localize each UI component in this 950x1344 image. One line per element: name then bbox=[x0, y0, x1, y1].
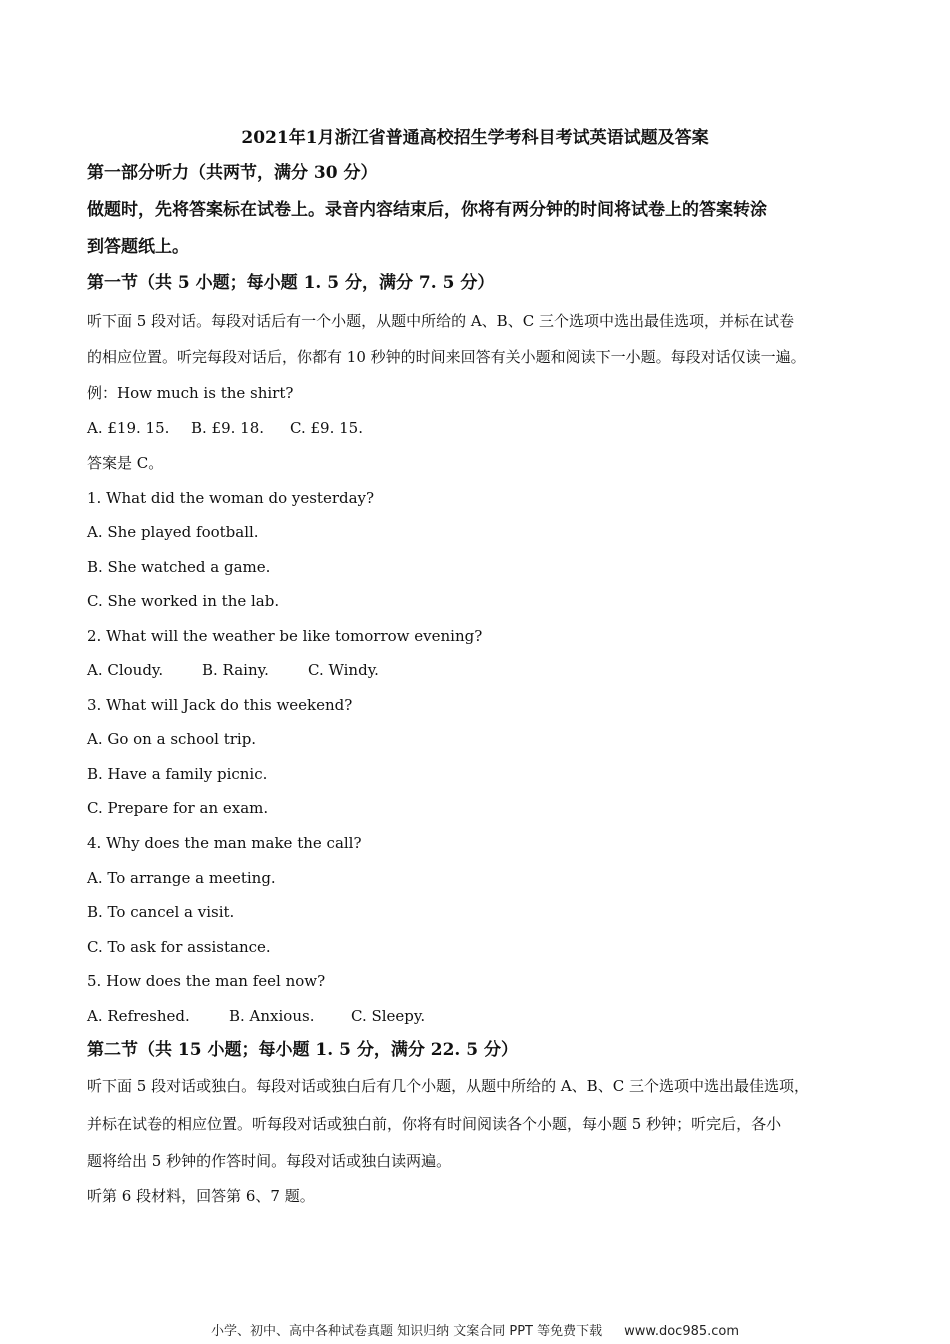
question-3: 3. What will Jack do this weekend? bbox=[87, 696, 353, 714]
section2-heading: 第二节（共 15 小题；每小题 1. 5 分，满分 22. 5 分） bbox=[87, 1040, 518, 1060]
question-2-option-c: C. Windy. bbox=[308, 661, 379, 679]
part1-heading: 第一部分听力（共两节，满分 30 分） bbox=[87, 163, 378, 183]
example-option-b: B. £9. 18. bbox=[191, 419, 265, 437]
question-5-option-a: A. Refreshed. bbox=[87, 1007, 190, 1025]
question-3-option-a: A. Go on a school trip. bbox=[87, 730, 257, 748]
section2-directions-line2: 并标在试卷的相应位置。听每段对话或独白前，你将有时间阅读各个小题，每小题 5 秒钟；听完后，各小 bbox=[87, 1115, 782, 1133]
footer-url-link[interactable]: www.doc985.com bbox=[624, 1324, 740, 1339]
example-option-a: A. £19. 15. bbox=[87, 419, 170, 437]
question-2-option-a: A. Cloudy. bbox=[87, 661, 164, 679]
page-footer bbox=[0, 1322, 950, 1342]
material-note: 听第 6 段材料，回答第 6、7 题。 bbox=[87, 1187, 315, 1205]
question-4-option-c: C. To ask for assistance. bbox=[87, 938, 271, 956]
question-2-options bbox=[87, 659, 379, 681]
question-2-option-b: B. Rainy. bbox=[202, 661, 269, 679]
section2-directions-line1: 听下面 5 段对话或独白。每段对话或独白后有几个小题，从题中所给的 A、B、C 三个选项中选出最佳选项， bbox=[87, 1077, 809, 1095]
question-4-option-b: B. To cancel a visit. bbox=[87, 903, 235, 921]
question-5-option-b: B. Anxious. bbox=[229, 1007, 315, 1025]
question-1-option-b: B. She watched a game. bbox=[87, 558, 271, 576]
section1-directions-line1: 听下面 5 段对话。每段对话后有一个小题，从题中所给的 A、B、C 三个选项中选出最佳选项，并标在试卷 bbox=[87, 312, 794, 330]
part1-instruction-line2: 到答题纸上。 bbox=[87, 237, 189, 257]
part1-instruction-line1: 做题时，先将答案标在试卷上。录音内容结束后，你将有两分钟的时间将试卷上的答案转涂 bbox=[87, 200, 767, 220]
question-4-option-a: A. To arrange a meeting. bbox=[87, 869, 276, 887]
question-5-options bbox=[87, 1005, 425, 1027]
example-option-c: C. £9. 15. bbox=[290, 419, 363, 437]
example-answer: 答案是 C。 bbox=[87, 454, 164, 472]
section2-directions-line3: 题将给出 5 秒钟的作答时间。每段对话或独白读两遍。 bbox=[87, 1152, 452, 1170]
question-2: 2. What will the weather be like tomorrow evening? bbox=[87, 627, 483, 645]
section1-heading: 第一节（共 5 小题；每小题 1. 5 分，满分 7. 5 分） bbox=[87, 273, 495, 293]
question-3-option-c: C. Prepare for an exam. bbox=[87, 799, 269, 817]
footer-text: 小学、初中、高中各种试卷真题 知识归纳 文案合同 PPT 等免费下载 bbox=[210, 1324, 603, 1339]
question-5-option-c: C. Sleepy. bbox=[351, 1007, 426, 1025]
example-question: 例：How much is the shirt? bbox=[87, 384, 294, 402]
question-1: 1. What did the woman do yesterday? bbox=[87, 489, 375, 507]
example-options bbox=[87, 417, 363, 439]
question-5: 5. How does the man feel now? bbox=[87, 972, 326, 990]
section1-directions-line2: 的相应位置。听完每段对话后，你都有 10 秒钟的时间来回答有关小题和阅读下一小题。每段对话仅读一遍。 bbox=[87, 348, 806, 366]
question-1-option-a: A. She played football. bbox=[87, 523, 259, 541]
question-1-option-c: C. She worked in the lab. bbox=[87, 592, 280, 610]
question-4: 4. Why does the man make the call? bbox=[87, 834, 362, 852]
question-3-option-b: B. Have a family picnic. bbox=[87, 765, 268, 783]
page-title: 2021年1月浙江省普通高校招生学考科目考试英语试题及答案 bbox=[241, 128, 709, 148]
